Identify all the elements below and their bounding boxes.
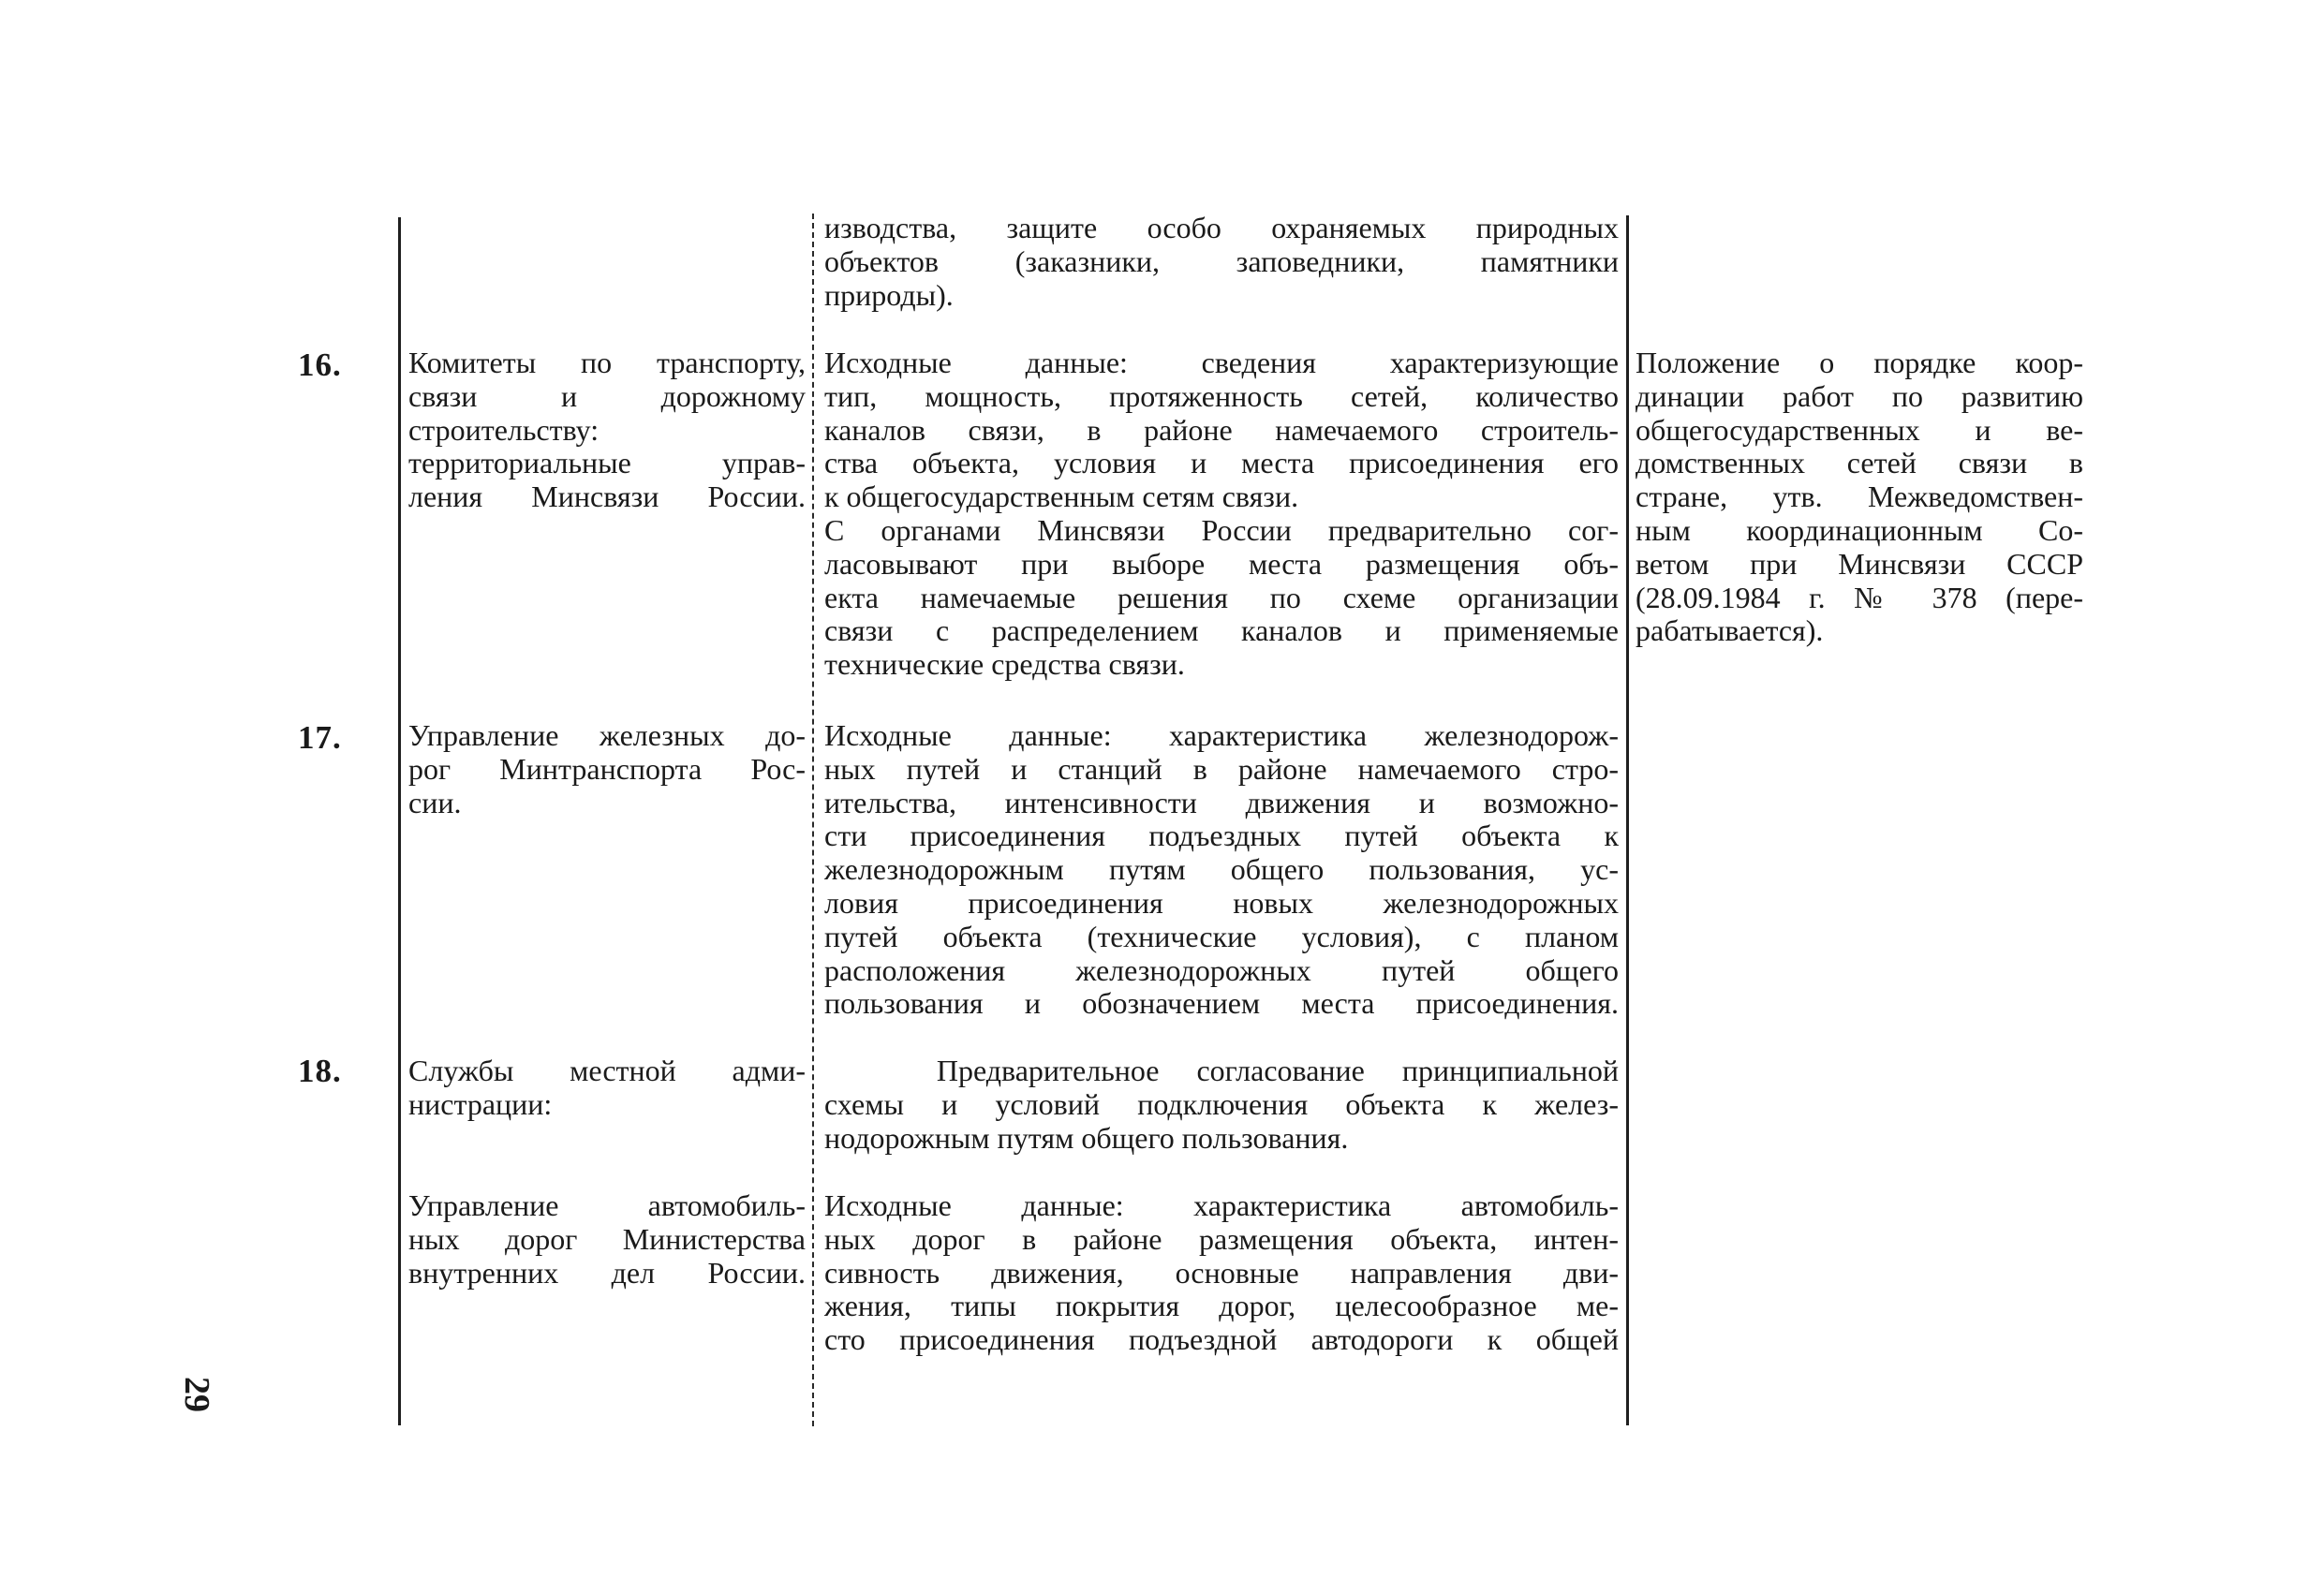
description-line: расположения железнодорожных путей общего xyxy=(824,952,1619,987)
description-line: ных дорог в районе размещения объекта, интен- xyxy=(824,1221,1619,1256)
page-number: 29 xyxy=(177,1377,216,1412)
regulation-line: стране, утв. Межведомствен- xyxy=(1636,479,2083,514)
organization-line: внутренних дел России. xyxy=(408,1255,806,1290)
description-line: нодорожным путям общего пользования. xyxy=(824,1120,1349,1155)
description-line: С органами Минсвязи России предварительно сог- xyxy=(824,512,1619,547)
organization-line: Службы местной адми- xyxy=(408,1054,806,1087)
description-cell xyxy=(824,1189,1619,1357)
organization-line: нистрации: xyxy=(408,1086,553,1121)
organization-line: строительству: xyxy=(408,412,600,447)
organization-line: ных дорог Министерства xyxy=(408,1221,806,1256)
description-line: пользования и обозначением места присоединения. xyxy=(824,986,1619,1021)
row-number: 16. xyxy=(298,347,342,383)
description-line: сто присоединения подъездной автодороги к общей xyxy=(824,1322,1619,1357)
row-number: 17. xyxy=(298,719,342,756)
description-line: схемы и условий подключения объекта к желез- xyxy=(824,1086,1619,1121)
organization-line: сии. xyxy=(408,785,462,819)
description-line: ства объекта, условия и места присоединения его xyxy=(824,446,1619,480)
description-line: тип, мощность, протяженность сетей, количество xyxy=(824,378,1619,413)
description-line: сти присоединения подъездных путей объекта к xyxy=(824,819,1619,853)
description-line: к общегосударственным сетям связи. xyxy=(824,479,1299,514)
description-line: технические средства связи. xyxy=(824,647,1185,682)
description-line: сивность движения, основные направления дви- xyxy=(824,1255,1619,1290)
row-number: 18. xyxy=(298,1053,342,1089)
description-cell xyxy=(824,1055,1619,1155)
description-line: Исходные данные: характеристика автомобиль- xyxy=(824,1188,1619,1222)
organization-cell xyxy=(408,347,806,514)
organization-cell xyxy=(408,1189,806,1290)
description-cell xyxy=(824,719,1619,1021)
description-line: Исходные данные: характеристика железнодорож- xyxy=(824,718,1619,752)
organization-cell xyxy=(408,1055,806,1122)
description-line: железнодорожным путям общего пользования, ус- xyxy=(824,852,1619,887)
regulation-line: динации работ по развитию xyxy=(1636,378,2083,413)
organization-line: связи и дорожному xyxy=(408,378,806,413)
table-rule-right xyxy=(1626,215,1629,1425)
description-line: ительства, интенсивности движения и возможно- xyxy=(824,785,1619,819)
description-line: Исходные данные: сведения характеризующие xyxy=(824,346,1619,379)
regulation-line: ным координационным Со- xyxy=(1636,512,2083,547)
organization-line: территориальные управ- xyxy=(408,446,806,480)
table-rule-middle xyxy=(812,214,814,1426)
continuation-line: объектов (заказники, заповедники, памятники xyxy=(824,243,1619,278)
organization-line: Управление железных до- xyxy=(408,718,806,752)
regulation-line: ветом при Минсвязи СССР xyxy=(1636,546,2083,581)
regulation-cell xyxy=(1636,347,2083,648)
continuation-line: природы). xyxy=(824,277,954,312)
organization-line: Управление автомобиль- xyxy=(408,1188,806,1222)
description-line: Предварительное согласование принципиальной xyxy=(824,1054,1619,1087)
organization-line: Комитеты по транспорту, xyxy=(408,346,806,379)
description-line: жения, типы покрытия дорог, целесообразное ме- xyxy=(824,1289,1619,1323)
regulation-line: домственных сетей связи в xyxy=(1636,446,2083,480)
continuation-text xyxy=(824,212,1619,312)
description-line: ловия присоединения новых железнодорожных xyxy=(824,885,1619,920)
description-cell xyxy=(824,347,1619,682)
description-line: каналов связи, в районе намечаемого строитель- xyxy=(824,412,1619,447)
continuation-line: изводства, защите особо охраняемых природных xyxy=(824,211,1619,244)
organization-cell xyxy=(408,719,806,819)
table-rule-left xyxy=(398,217,401,1425)
regulation-line: рабатывается). xyxy=(1636,613,1824,648)
description-line: ных путей и станций в районе намечаемого стро- xyxy=(824,751,1619,786)
organization-line: рог Минтранспорта Рос- xyxy=(408,751,806,786)
description-line: связи с распределением каналов и применяемые xyxy=(824,613,1619,648)
description-line: екта намечаемые решения по схеме организации xyxy=(824,580,1619,614)
organization-line: ления Минсвязи России. xyxy=(408,479,806,514)
description-line: ласовывают при выборе места размещения объ- xyxy=(824,546,1619,581)
regulation-line: общегосударственных и ве- xyxy=(1636,412,2083,447)
description-line: путей объекта (технические условия), с планом xyxy=(824,919,1619,953)
regulation-line: (28.09.1984 г. № 378 (пере- xyxy=(1636,580,2083,614)
regulation-line: Положение о порядке коор- xyxy=(1636,346,2083,379)
